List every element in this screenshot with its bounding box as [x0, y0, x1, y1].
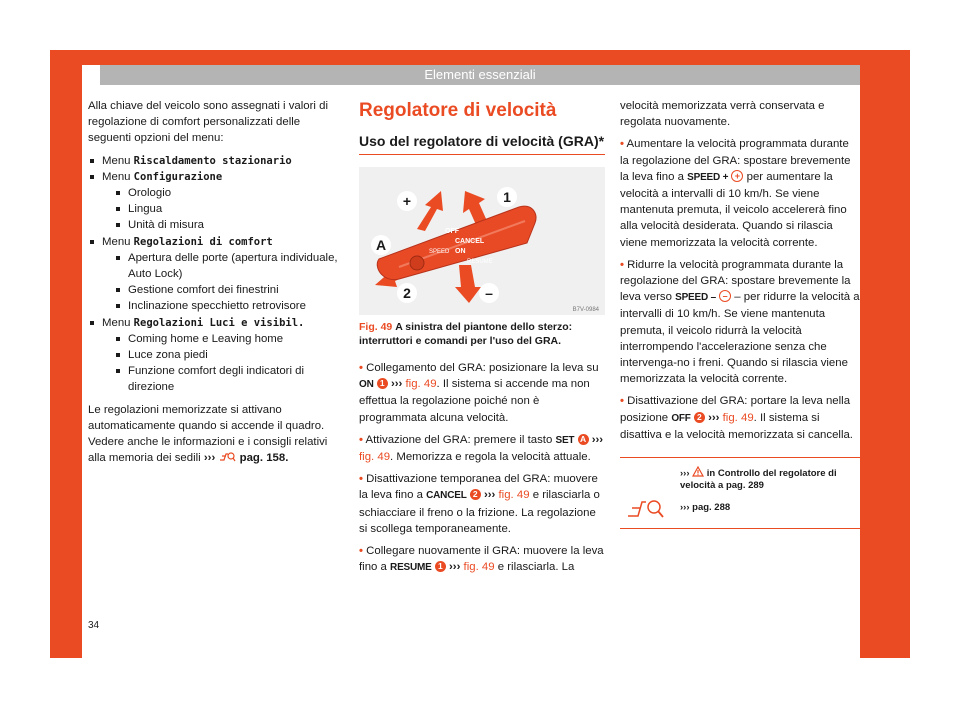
- bullet-cancel: • Disattivazione temporanea del GRA: muovere la leva fino a CANCEL 2 ››› fig. 49 e rilasciarla o schiacciare il freno o la frizione. La regolazione si scollega temporaneamente.: [359, 473, 600, 535]
- submenu-item: Orologio: [114, 185, 340, 201]
- warning-icon: [692, 466, 704, 477]
- menu-item: Menu Regolazioni di comfort Apertura delle porte (apertura individuale, Auto Lock) Gestione comfort dei finestrini Inclinazione specchietto retrovisore: [88, 234, 340, 315]
- submenu-item: Inclinazione specchietto retrovisore: [114, 298, 340, 314]
- page-link[interactable]: pag. 158.: [239, 452, 289, 465]
- continued-text: velocità memorizzata verrà conservata e regolata nuovamente.: [620, 100, 825, 129]
- info-reference[interactable]: ››› pag. 288: [680, 502, 731, 514]
- lever-on-label: ON: [455, 248, 466, 255]
- outro-text: Le regolazioni memorizzate si attivano automaticamente quando si accende il quadro. Vedere anche le informazioni e i consigli relativi alla memoria dei sedili ››› pag. 158.: [88, 403, 328, 465]
- intro-text: Alla chiave del veicolo sono assegnati i valori di regolazione di comfort personalizzati delle seguenti opzioni del menu:: [88, 100, 328, 145]
- submenu-item: Luce zona piedi: [114, 347, 340, 363]
- bullet-speed-up: • Aumentare la velocità programmata durante la regolazione del GRA: spostare brevemente la leva fino a SPEED + + per aumentare la velocità a intervalli di 10 km/h. Se viene mantenuta premuta, il veicolo accelererà fino alla velocità desiderata. Quando si rilascia viene memorizzata la velocità corrente.: [620, 138, 851, 249]
- menu-list: [88, 153, 340, 396]
- fig-link[interactable]: fig. 49: [359, 451, 391, 464]
- submenu-item: Coming home e Leaving home: [114, 331, 340, 347]
- set-button: [410, 256, 424, 270]
- column-right: [620, 98, 860, 529]
- submenu-item: Gestione comfort dei finestrini: [114, 282, 340, 298]
- bullet-off: • Disattivazione del GRA: portare la leva nella posizione OFF 2 ››› fig. 49. Il sistema si disattiva e la velocità memorizzata si cancella.: [620, 395, 853, 441]
- page-number: 34: [88, 620, 100, 631]
- fig-link[interactable]: fig. 49: [463, 561, 495, 574]
- fig-link[interactable]: fig. 49: [498, 489, 530, 502]
- fig-link[interactable]: fig. 49: [405, 378, 437, 391]
- figure-49: [359, 167, 605, 315]
- callout-one: 1: [503, 189, 511, 205]
- fig-link[interactable]: fig. 49: [722, 411, 754, 424]
- menu-item: Menu Configurazione Orologio Lingua Unità di misura: [88, 169, 340, 234]
- bullet-speed-down: • Ridurre la velocità programmata durante la regolazione del GRA: spostare brevemente la leva verso SPEED – – – per ridurre la velocità a intervalli di 10 km/h. Se viene mantenuta premuta, il veicolo ridurrà la velocità interrompendo l'accelerazione senza che intervenga-no i freni. Quando si rilascia viene memorizzata la velocità corrente.: [620, 258, 860, 386]
- callout-plus: +: [402, 193, 412, 209]
- notebook-magnifier-icon: [626, 496, 666, 520]
- bullet-set: • Attivazione del GRA: premere il tasto SET A ››› fig. 49. Memorizza e regola la velocità attuale.: [359, 433, 604, 464]
- section-title: Regolatore di velocità: [359, 100, 557, 121]
- figure-caption: Fig. 49 A sinistra del piantone dello sterzo: interruttori e comandi per l'uso del GRA.: [359, 321, 573, 347]
- column-left: [88, 98, 340, 472]
- section-subtitle: Uso del regolatore di velocità (GRA)*: [359, 133, 605, 149]
- lever-cancel-label: CANCEL: [455, 238, 485, 245]
- lever-resume-label: RESUME: [467, 259, 493, 265]
- callout-two: 2: [403, 285, 411, 301]
- submenu-item: Apertura delle porte (apertura individuale, Auto Lock): [114, 250, 340, 282]
- lever-illustration: [359, 167, 605, 315]
- callout-minus: –: [485, 285, 493, 301]
- column-middle: [359, 98, 605, 582]
- lever-speed-label: SPEED: [429, 249, 450, 255]
- bullet-on: • Collegamento del GRA: posizionare la leva su ON 1 ››› fig. 49. Il sistema si accende ma non effettua la regolazione poiché non è programmata alcuna velocità.: [359, 362, 599, 424]
- divider: [359, 154, 605, 155]
- warning-reference[interactable]: ››› in Controllo del regolatore di velocità a pag. 289: [680, 468, 837, 492]
- bullet-resume: • Collegare nuovamente il GRA: muovere la leva fino a RESUME 1 ››› fig. 49 e rilasciarla. La: [359, 545, 604, 574]
- menu-item: Menu Riscaldamento stazionario: [88, 153, 340, 169]
- figure-code: B7V-0984: [572, 307, 599, 313]
- submenu-item: Lingua: [114, 201, 340, 217]
- callout-a: A: [375, 237, 387, 253]
- lever-off-label: OFF: [445, 228, 459, 235]
- seat-memory-icon: [218, 450, 236, 462]
- menu-item: Menu Regolazioni Luci e visibil. Coming home e Leaving home Luce zona piedi Funzione comfort degli indicatori di direzione: [88, 315, 340, 396]
- submenu-item: Unità di misura: [114, 217, 340, 233]
- submenu-item: Funzione comfort degli indicatori di direzione: [114, 363, 340, 395]
- reference-box: [620, 457, 860, 529]
- page-header: Elementi essenziali: [100, 65, 860, 85]
